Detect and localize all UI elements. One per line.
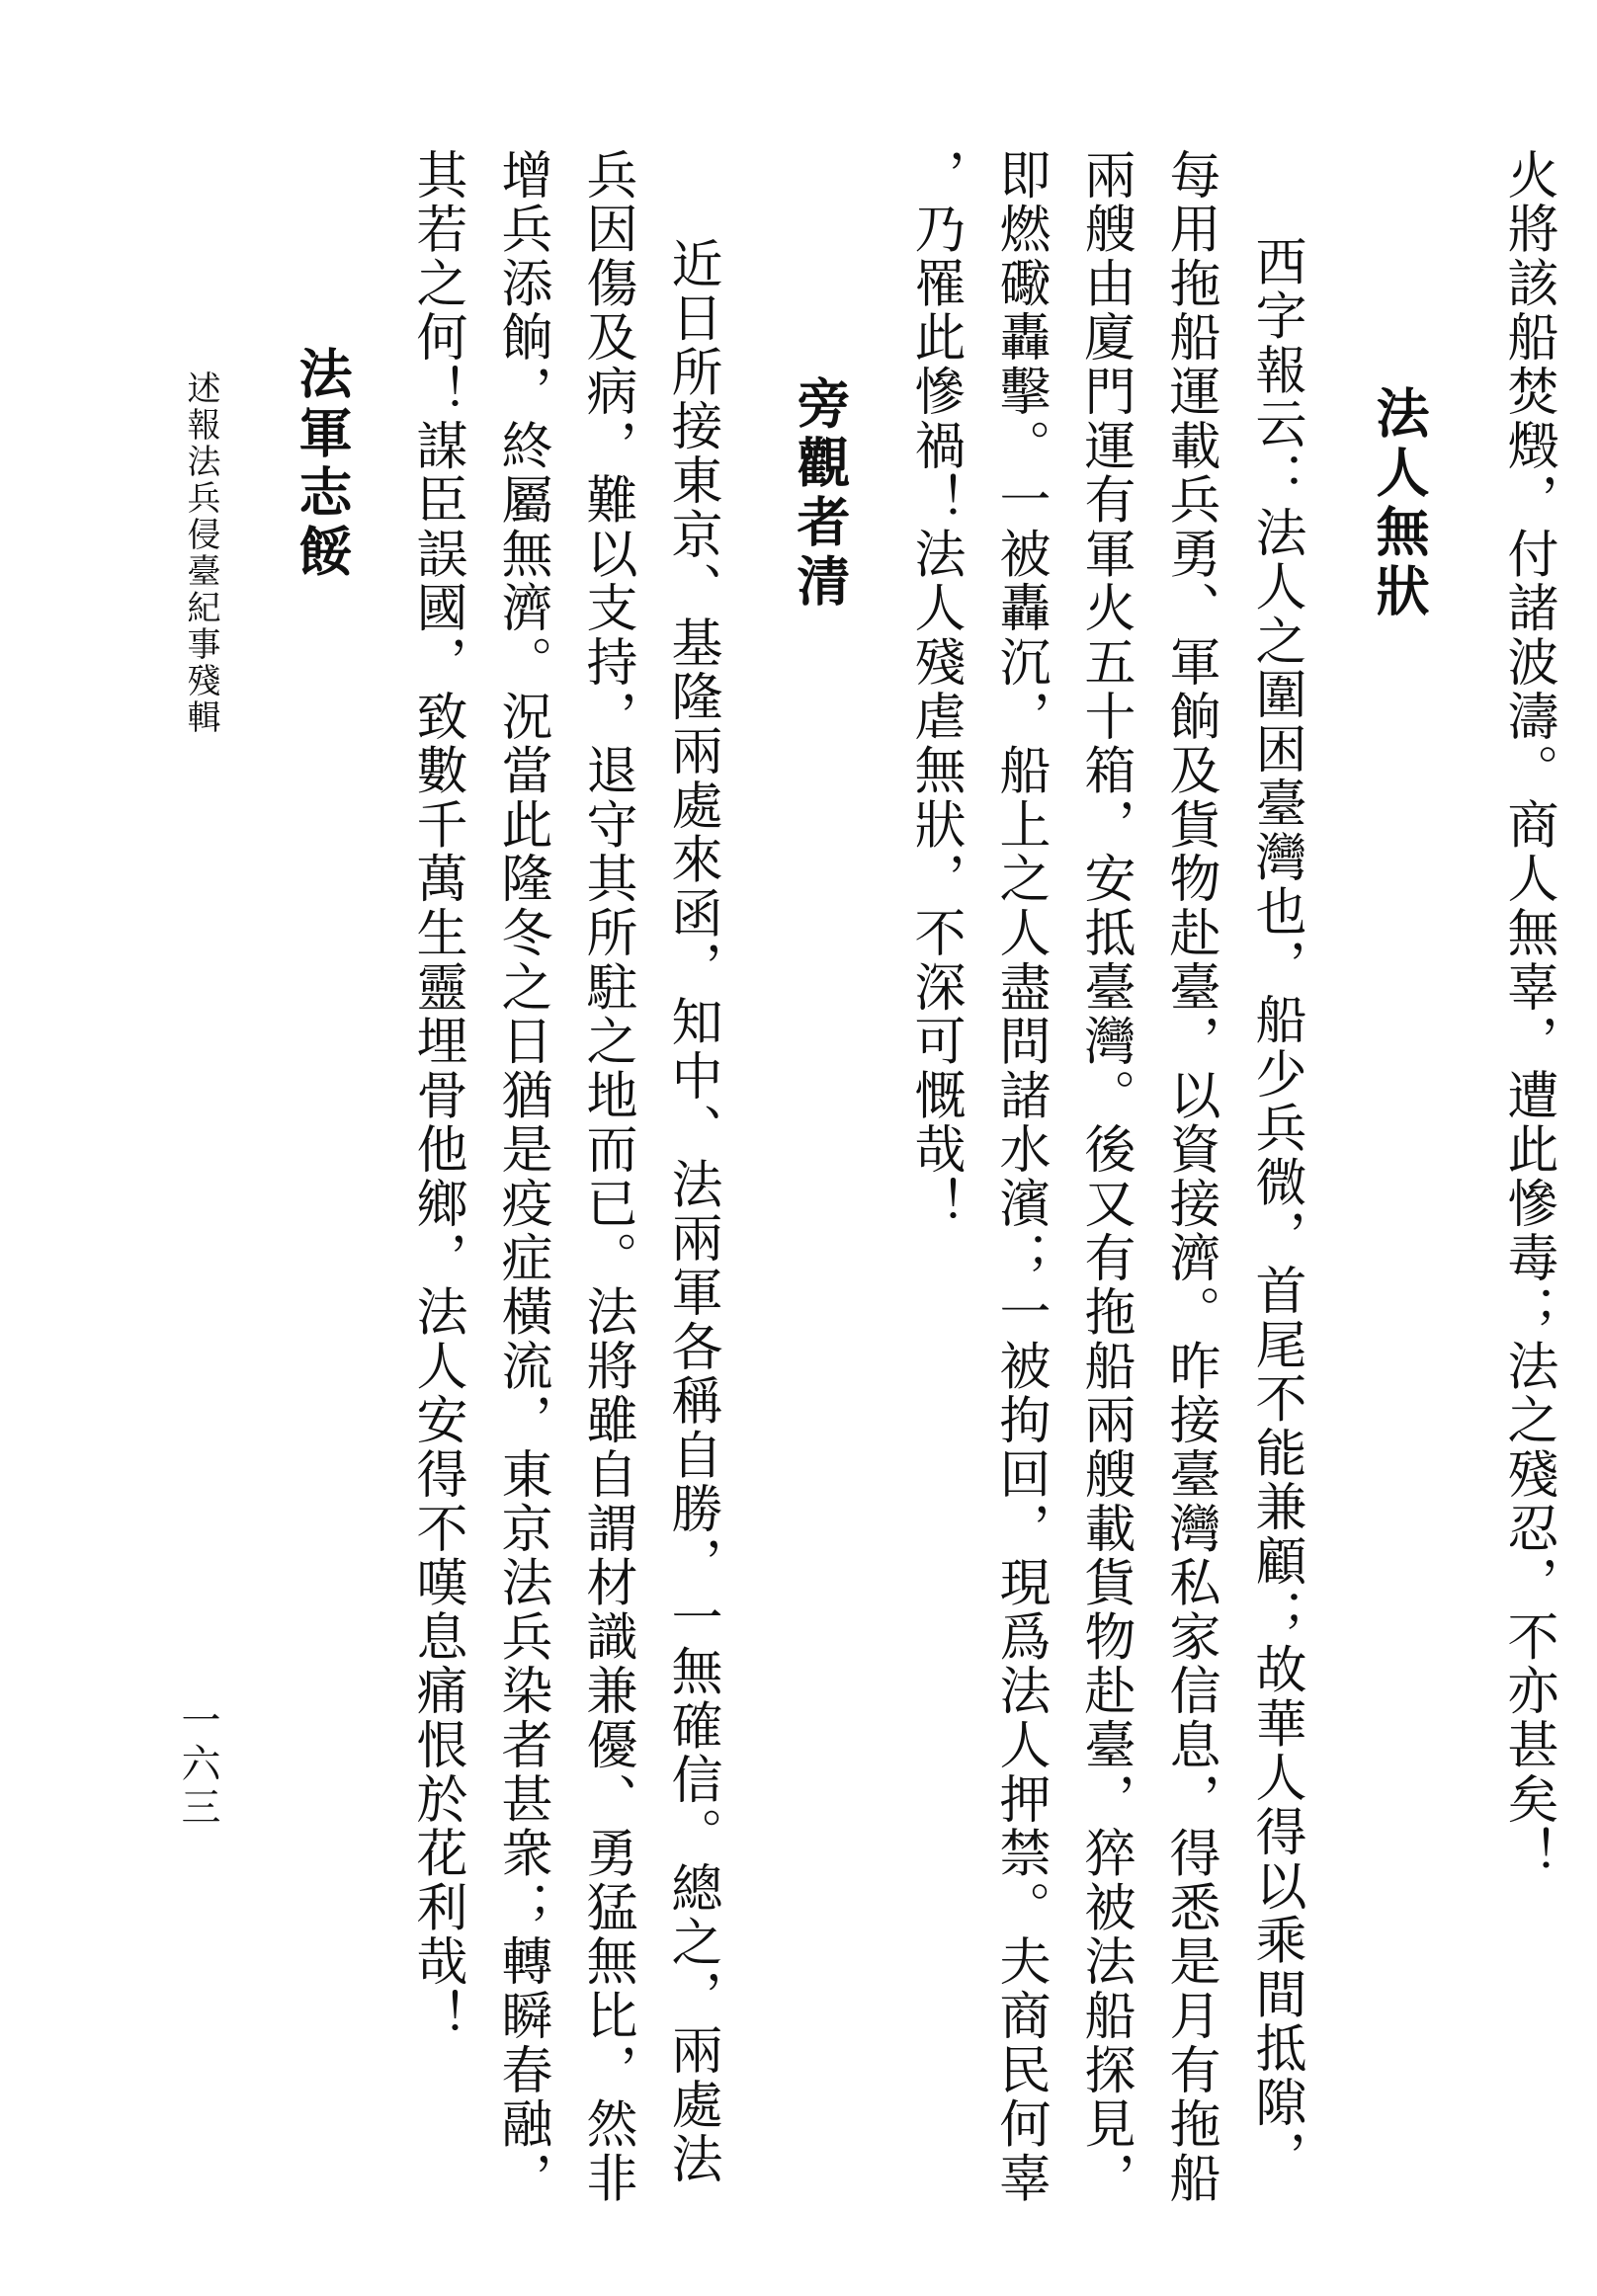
text-column-3: 西字報云：法人之圍困臺灣也，船少兵微，首尾不能兼顧；故華人得以乘間抵隙，: [1246, 235, 1305, 2184]
text-column-4: 每用拖船運載兵勇、軍餉及貨物赴臺，以資接濟。昨接臺灣私家信息，得悉是月有拖船: [1160, 148, 1219, 2206]
text-column-9: 近日所接東京、基隆兩處來函，知中、法兩軍各稱自勝，一無確信。總之，兩處法: [662, 237, 721, 2186]
text-column-11: 增兵添餉，終屬無濟。況當此隆冬之日猶是疫症橫流，東京法兵染者甚衆；轉瞬春融，: [492, 148, 551, 2206]
text-column-5: 兩艘由廈門運有軍火五十箱，安抵臺灣。後又有拖船兩艘載貨物赴臺，猝被法船探見，: [1075, 148, 1135, 2206]
page-number: 一六三: [175, 1699, 220, 1830]
text-column-7: ，乃罹此慘禍！法人殘虐無狀，不深可慨哉！: [905, 148, 965, 1231]
text-column-12: 其若之何！謀臣誤國，致數千萬生靈埋骨他鄉，法人安得不嘆息痛恨於花利哉！: [407, 148, 466, 2043]
text-column-10: 兵因傷及病，難以支持，退守其所駐之地而已。法將雖自謂材識兼優、勇猛無比，然非: [577, 148, 636, 2206]
running-title: 述報法兵侵臺紀事殘輯: [181, 370, 220, 736]
text-column-1: 火將該船焚燬，付諸波濤。商人無辜，遭此慘毒；法之殘忍，不亦甚矣！: [1498, 148, 1557, 1881]
text-column-6: 即燃礮轟擊。一被轟沉，船上之人盡問諸水濱；一被拘回，現爲法人押禁。夫商民何辜: [990, 148, 1050, 2206]
section-heading-faren-wuzhuang: 法人無狀: [1368, 385, 1430, 622]
section-heading-pangguanzhe-qing: 旁觀者清: [789, 375, 851, 613]
section-heading-fajun-zhinei: 法軍志餒: [291, 346, 353, 583]
